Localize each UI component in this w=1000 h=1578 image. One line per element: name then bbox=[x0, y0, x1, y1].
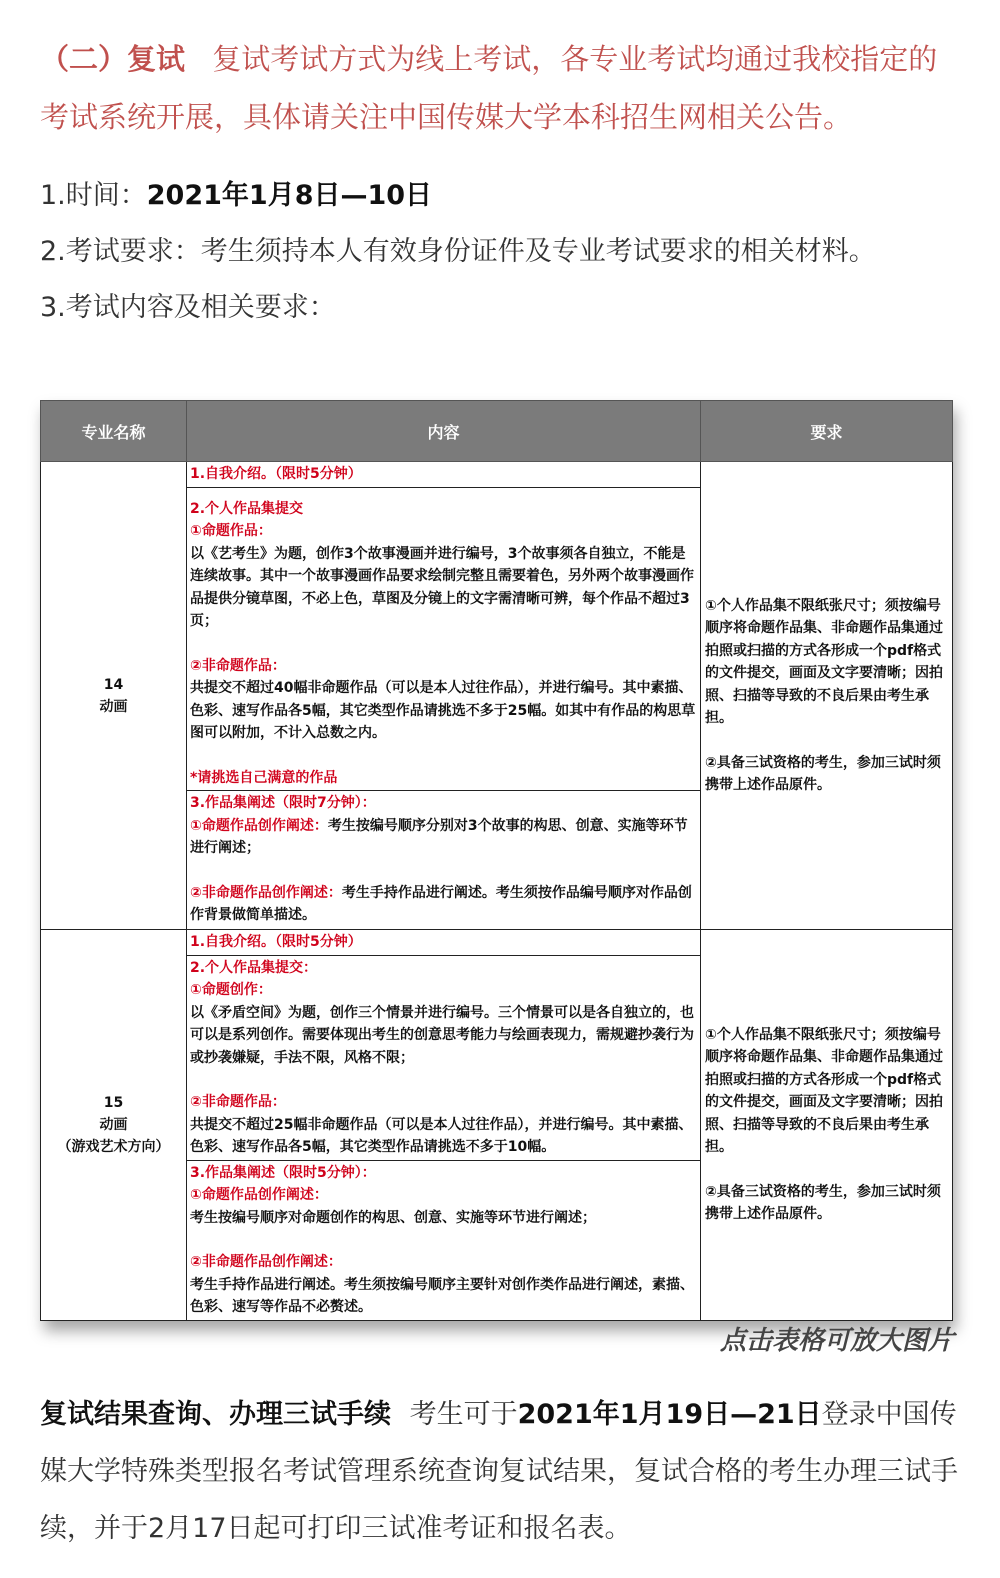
table-header-row bbox=[41, 401, 953, 462]
table-row bbox=[41, 930, 953, 1321]
intro-block: 1.自我介绍。（限时5分钟） bbox=[187, 930, 700, 956]
table-row bbox=[41, 462, 953, 930]
requirement-cell: ①个人作品集不限纸张尺寸；须按编号顺序将命题作品集、非命题作品集通过拍照或扫描的方式各形成一个pdf格式的文件提交，画面及文字要清晰；因拍照、扫描等导致的不良后果由考生承担。 ②具备三试资格的考生，参加三试时须携带上述作品原件。 bbox=[701, 930, 953, 1321]
result-heading: 复试结果查询、办理三试手续 bbox=[40, 1399, 391, 1430]
content-cell bbox=[187, 462, 701, 930]
major-cell: 15 动画 （游戏艺术方向） bbox=[41, 930, 187, 1321]
portfolio-block: 2.个人作品集提交： ①命题创作： 以《矛盾空间》为题，创作三个情景并进行编号。三个情景可以是各自独立的，也可以是系列创作。需要体现出考生的创意思考能力与绘画表现力，需规避抄袭行为或抄袭嫌疑，手法不限，风格不限； ②非命题作品： 共提交不超过25幅非命题作品（可以是本人过往作品），并进行编号。其中素描、色彩、速写作品各5幅，其它类型作品请挑选不多于10幅。 bbox=[187, 956, 700, 1161]
requirement-cell: ①个人作品集不限纸张尺寸；须按编号顺序将命题作品集、非命题作品集通过拍照或扫描的方式各形成一个pdf格式的文件提交，画面及文字要清晰；因拍照、扫描等导致的不良后果由考生承担。 ②具备三试资格的考生，参加三试时须携带上述作品原件。 bbox=[701, 462, 953, 930]
exam-table-image[interactable] bbox=[40, 400, 952, 1321]
statement-block: 3.作品集阐述（限时5分钟）： ①命题作品创作阐述： 考生按编号顺序对命题创作的构思、创意、实施等环节进行阐述； ②非命题作品创作阐述： 考生手持作品进行阐述。考生须按编号顺序主要针对创作类作品进行阐述，素描、色彩、速写等作品不必赘述。 bbox=[190, 1164, 694, 1315]
statement-block: 3.作品集阐述（限时7分钟）： ①命题作品创作阐述：考生按编号顺序分别对3个故事的构思、创意、实施等环节进行阐述； ②非命题作品创作阐述：考生手持作品进行阐述。考生须按作品编号顺序对作品创作背景做简单描述。 bbox=[190, 795, 692, 923]
major-cell: 14 动画 bbox=[41, 462, 187, 930]
result-date: 2021年1月19日—21日 bbox=[517, 1399, 822, 1430]
header-requirement: 要求 bbox=[701, 401, 953, 462]
content-line: 3.考试内容及相关要求： bbox=[40, 292, 336, 323]
exam-table[interactable] bbox=[40, 400, 953, 1321]
exam-points bbox=[40, 168, 960, 336]
retest-intro bbox=[40, 30, 960, 146]
header-content: 内容 bbox=[187, 401, 701, 462]
retest-heading: （二）复试 bbox=[40, 42, 186, 76]
content-cell bbox=[187, 930, 701, 1321]
time-value: 2021年1月8日—10日 bbox=[146, 180, 433, 211]
requirement-line: 2.考试要求：考生须持本人有效身份证件及专业考试要求的相关材料。 bbox=[40, 236, 876, 267]
result-section: 复试结果查询、办理三试手续 考生可于2021年1月19日—21日登录中国传媒大学特殊类型报名考试管理系统查询复试结果，复试合格的考生办理三试手续，并于2月17日起可打印三试准考证和报名表。 bbox=[40, 1399, 958, 1544]
portfolio-block: 2.个人作品集提交 ①命题作品： 以《艺考生》为题，创作3个故事漫画并进行编号，3个故事须各自独立，不能是连续故事。其中一个故事漫画作品要求绘制完整且需要着色，另外两个故事漫画作品提供分镜草图，不必上色，草图及分镜上的文字需清晰可辨，每个作品不超过3页； ②非命题作品： 共提交不超过40幅非命题作品（可以是本人过往作品），并进行编号。其中素描、色彩、速写作品各5幅，其它类型作品请挑选不多于25幅。如其中有作品的构思草图可以附加，不计入总数之内。 *请挑选自己满意的作品 bbox=[187, 488, 700, 792]
enlarge-table-caption: 点击表格可放大图片 bbox=[719, 1326, 954, 1356]
retest-intro-text: 复试考试方式为线上考试，各专业考试均通过我校指定的考试系统开展，具体请关注中国传媒大学本科招生网相关公告。 bbox=[40, 42, 938, 134]
time-line: 1.时间：2021年1月8日—10日 bbox=[40, 180, 433, 211]
intro-block: 1.自我介绍。（限时5分钟） bbox=[187, 462, 700, 488]
header-major: 专业名称 bbox=[41, 401, 187, 462]
